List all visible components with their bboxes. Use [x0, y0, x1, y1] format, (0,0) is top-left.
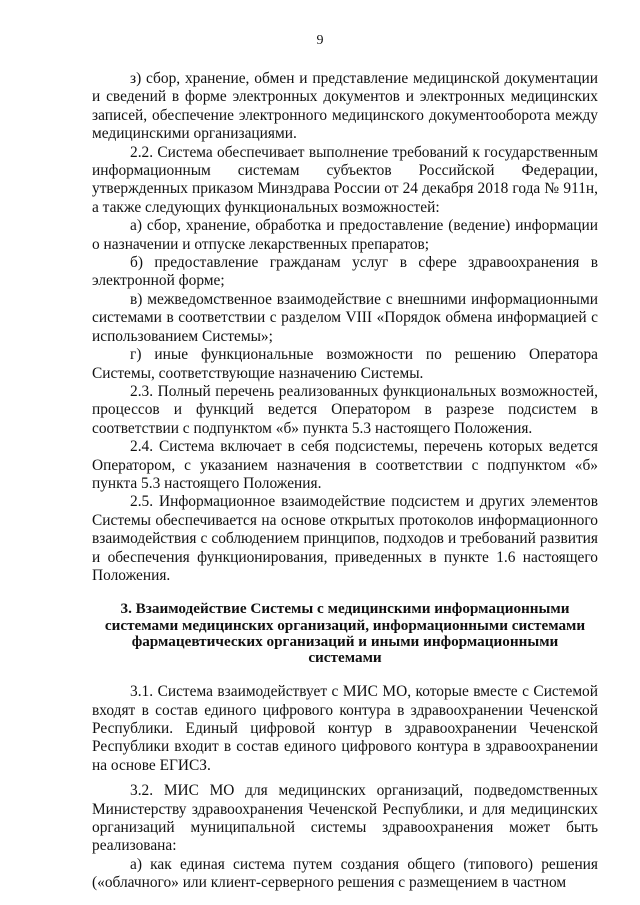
paragraph-3-2: 3.2. МИС МО для медицинских организаций, подведомственных Министерству здравоохранения Чеченской Республики, и для медицинских организаций муниципальной системы здравоохранения может быть реализована:	[92, 782, 598, 855]
paragraph-item-a: а) сбор, хранение, обработка и предоставление (ведение) информации о назначении и отпуске лекарственных препаратов;	[92, 217, 598, 253]
section-heading: 3. Взаимодействие Системы с медицинскими информационными системами медицинских организаций, информационными системами фармацевтических организаций и иными информационными системами	[104, 600, 586, 666]
paragraph-3-1: 3.1. Система взаимодействует с МИС МО, которые вместе с Системой входят в состав единого цифрового контура в здравоохранении Чеченской Республики. Единый цифровой контур в здравоохранении Чеченской Республики входит в состав единого цифрового контура в здравоохранении на основе ЕГИСЗ.	[92, 683, 598, 774]
paragraph-item-b: б) предоставление гражданам услуг в сфере здравоохранения в электронной форме;	[92, 254, 598, 290]
document-body	[92, 70, 598, 893]
paragraph-item-z: з) сбор, хранение, обмен и представление медицинской документации и сведений в форме электронных документов и электронных медицинских записей, обеспечение электронного медицинского документооборота между медицинскими организациями.	[92, 70, 598, 143]
paragraph-2-4: 2.4. Система включает в себя подсистемы, перечень которых ведется Оператором, с указанием назначения в соответствии с подпунктом «б» пункта 5.3 настоящего Положения.	[92, 438, 598, 492]
paragraph-2-2: 2.2. Система обеспечивает выполнение требований к государственным информационным системам субъектов Российской Федерации, утвержденных приказом Минздрава России от 24 декабря 2018 года № 911н, а также следующих функциональных возможностей:	[92, 143, 598, 216]
paragraph-item-g: г) иные функциональные возможности по решению Оператора Системы, соответствующие назначению Системы.	[92, 346, 598, 382]
paragraph-item-v: в) межведомственное взаимодействие с внешними информационными системами в соответствии с разделом VIII «Порядок обмена информацией с использованием Системы»;	[92, 290, 598, 345]
paragraph-3-2-item-a: а) как единая система путем создания общего (типового) решения («облачного» или клиент-серверного решения с размещением в частном	[92, 855, 598, 892]
paragraph-2-3: 2.3. Полный перечень реализованных функциональных возможностей, процессов и функций ведется Оператором в разрезе подсистем в соответствии с подпунктом «б» пункта 5.3 настоящего Положения.	[92, 382, 598, 437]
paragraph-2-5: 2.5. Информационное взаимодействие подсистем и других элементов Системы обеспечивается на основе открытых протоколов информационного взаимодействия с соблюдением принципов, подходов и требований развития и обеспечения функционирования, приведенных в пункте 1.6 настоящего Положения.	[92, 493, 598, 584]
page-number: 9	[316, 33, 324, 48]
